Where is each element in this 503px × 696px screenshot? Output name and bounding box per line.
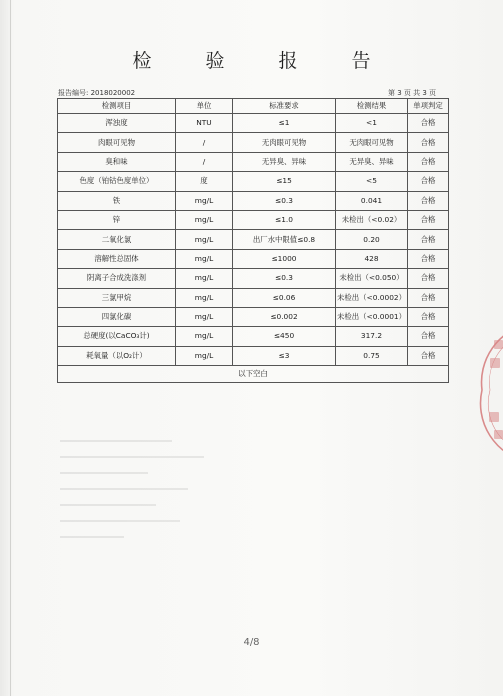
report-number: 报告编号: 2018020002 — [58, 89, 136, 97]
cell-item: 铁 — [58, 191, 176, 210]
cell-result: 无肉眼可见物 — [336, 133, 408, 152]
table-row — [58, 172, 449, 191]
cell-item: 二氧化氯 — [58, 230, 176, 249]
cell-unit: mg/L — [176, 269, 233, 288]
header-judgement: 单项判定 — [408, 99, 449, 114]
cell-unit: mg/L — [176, 191, 233, 210]
red-seal-stamp — [468, 318, 503, 468]
cell-standard: ≤0.002 — [233, 307, 336, 326]
table-row — [58, 307, 449, 326]
table-row — [58, 230, 449, 249]
cell-item: 溶解性总固体 — [58, 249, 176, 268]
page-fold-line — [10, 0, 11, 696]
page-info: 第 3 页 共 3 页 — [388, 89, 437, 97]
cell-judgement: 合格 — [408, 288, 449, 307]
cell-standard: 无肉眼可见物 — [233, 133, 336, 152]
table-row — [58, 114, 449, 133]
cell-judgement: 合格 — [408, 172, 449, 191]
cell-result: 未检出（<0.02） — [336, 210, 408, 229]
cell-unit: mg/L — [176, 249, 233, 268]
cell-judgement: 合格 — [408, 191, 449, 210]
cell-standard: ≤0.06 — [233, 288, 336, 307]
table-row — [58, 152, 449, 171]
cell-item: 阴离子合成洗涤剂 — [58, 269, 176, 288]
cell-item: 三氯甲烷 — [58, 288, 176, 307]
cell-item: 肉眼可见物 — [58, 133, 176, 152]
page-number: 4/8 — [243, 637, 260, 648]
cell-item: 耗氧量（以O₂计） — [58, 346, 176, 365]
cell-item: 色度（铂钴色度单位） — [58, 172, 176, 191]
cell-standard: ≤1 — [233, 114, 336, 133]
cell-standard: 无异臭、异味 — [233, 152, 336, 171]
table-row — [58, 249, 449, 268]
cell-standard: ≤0.3 — [233, 269, 336, 288]
header-result: 检测结果 — [336, 99, 408, 114]
cell-judgement: 合格 — [408, 114, 449, 133]
cell-unit: / — [176, 133, 233, 152]
cell-result: 0.20 — [336, 230, 408, 249]
table-row — [58, 191, 449, 210]
cell-standard: ≤15 — [233, 172, 336, 191]
cell-judgement: 合格 — [408, 133, 449, 152]
table-row — [58, 346, 449, 365]
cell-unit: / — [176, 152, 233, 171]
bleed-through-marks — [60, 440, 220, 570]
table-header-row — [58, 99, 449, 114]
cell-result: <5 — [336, 172, 408, 191]
cell-result: 无异臭、异味 — [336, 152, 408, 171]
cell-result: 未检出（<0.050） — [336, 269, 408, 288]
cell-judgement: 合格 — [408, 346, 449, 365]
cell-standard: ≤1.0 — [233, 210, 336, 229]
cell-result: 未检出（<0.0001） — [336, 307, 408, 326]
cell-result: 317.2 — [336, 327, 408, 346]
cell-standard: ≤0.3 — [233, 191, 336, 210]
cell-unit: mg/L — [176, 210, 233, 229]
cell-judgement: 合格 — [408, 307, 449, 326]
blank-below-note: 以下空白 — [58, 366, 449, 383]
cell-unit: mg/L — [176, 327, 233, 346]
cell-item: 总硬度(以CaCO₃计) — [58, 327, 176, 346]
cell-item: 四氯化碳 — [58, 307, 176, 326]
cell-unit: mg/L — [176, 346, 233, 365]
cell-result: 0.041 — [336, 191, 408, 210]
table-row — [58, 327, 449, 346]
cell-unit: mg/L — [176, 230, 233, 249]
cell-standard: 出厂水中限值≤0.8 — [233, 230, 336, 249]
cell-result: 未检出（<0.0002） — [336, 288, 408, 307]
cell-result: 0.75 — [336, 346, 408, 365]
cell-judgement: 合格 — [408, 152, 449, 171]
cell-judgement: 合格 — [408, 210, 449, 229]
header-item: 检测项目 — [58, 99, 176, 114]
cell-result: 428 — [336, 249, 408, 268]
test-results-table — [57, 98, 449, 383]
cell-result: <1 — [336, 114, 408, 133]
cell-unit: NTU — [176, 114, 233, 133]
cell-item: 浑浊度 — [58, 114, 176, 133]
table-footer-row — [58, 366, 449, 383]
cell-standard: ≤450 — [233, 327, 336, 346]
cell-standard: ≤3 — [233, 346, 336, 365]
cell-unit: mg/L — [176, 307, 233, 326]
table-row — [58, 133, 449, 152]
table-row — [58, 269, 449, 288]
cell-judgement: 合格 — [408, 249, 449, 268]
cell-unit: mg/L — [176, 288, 233, 307]
cell-judgement: 合格 — [408, 269, 449, 288]
cell-standard: ≤1000 — [233, 249, 336, 268]
cell-item: 锌 — [58, 210, 176, 229]
cell-judgement: 合格 — [408, 327, 449, 346]
cell-unit: 度 — [176, 172, 233, 191]
table-row — [58, 288, 449, 307]
cell-item: 臭和味 — [58, 152, 176, 171]
cell-judgement: 合格 — [408, 230, 449, 249]
report-title: 检 验 报 告 — [132, 50, 395, 72]
header-unit: 单位 — [176, 99, 233, 114]
header-standard: 标准要求 — [233, 99, 336, 114]
table-row — [58, 210, 449, 229]
